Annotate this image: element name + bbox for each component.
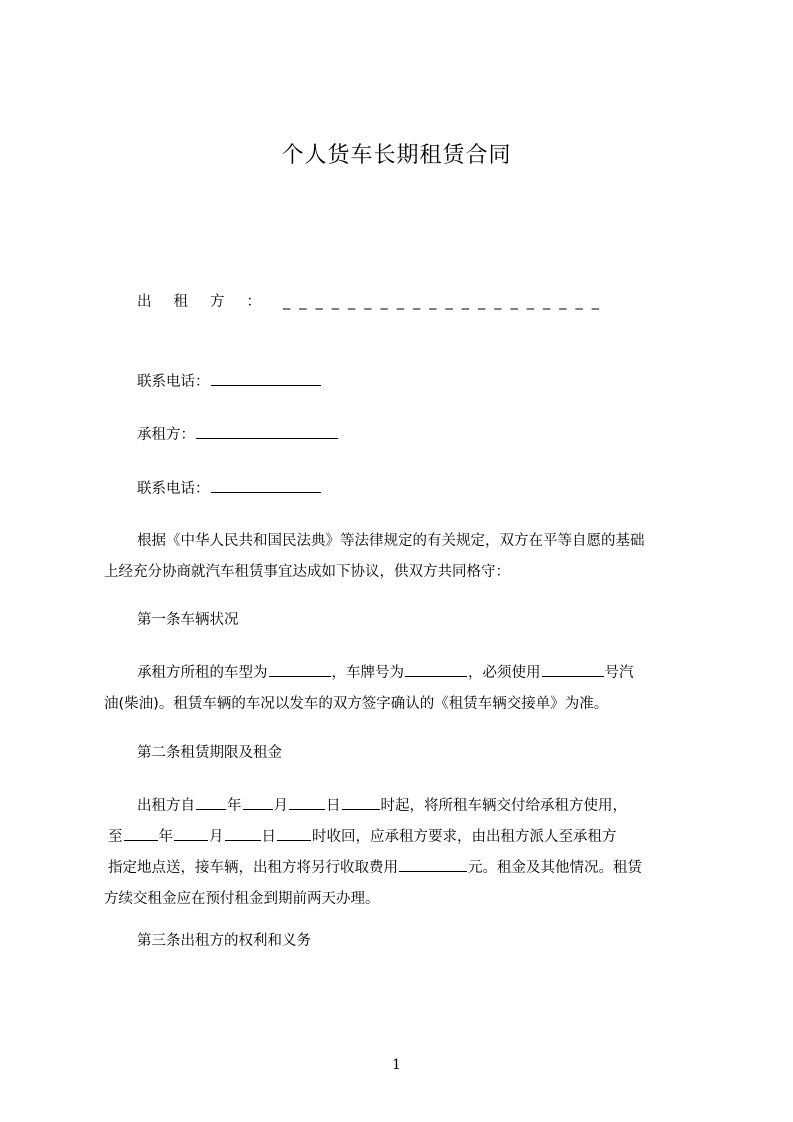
article-1-text-e: 油(柴油)。租赁车辆的车况以发车的双方签字确认的《租赁车辆交接单》为准。 [104, 696, 609, 712]
lessee-blank [196, 424, 338, 439]
lessee-label: 承租方： [137, 427, 195, 443]
lessee-phone-line [137, 478, 322, 499]
from-day-label: 日 [326, 798, 341, 814]
preamble-line-2: 上经充分协商就汽车租赁事宜达成如下协议，供双方共同格守： [104, 564, 510, 580]
lessee-phone-label: 联系电话： [137, 481, 210, 497]
article-3-heading: 第三条出租方的权利和义务 [137, 933, 311, 949]
article-1-text-a: 承租方所租的车型为 [137, 665, 268, 681]
to-year-label: 年 [158, 829, 173, 845]
from-month-label: 月 [273, 798, 288, 814]
to-month-blank [174, 826, 208, 841]
delivery-fee-blank [399, 857, 467, 872]
lessor-phone-label: 联系电话： [137, 374, 210, 390]
article-2-line-3b: 元。租金及其他情况。租赁 [468, 860, 642, 876]
article-2-paragraph [104, 791, 702, 915]
lessor-blank: ____________________ [283, 294, 608, 310]
to-day-blank [225, 826, 261, 841]
car-model-blank [269, 662, 331, 677]
preamble-paragraph [104, 526, 702, 588]
fuel-grade-blank [542, 662, 604, 677]
article-2-line-3a: 指定地点送，接车辆，出租方将另行收取费用 [108, 860, 398, 876]
from-day-blank [289, 795, 325, 810]
to-month-label: 月 [209, 829, 224, 845]
preamble-line-1: 根据《中华人民共和国民法典》等法律规定的有关规定，双方在平等自愿的基础 [137, 533, 645, 549]
from-tail: 时起，将所租车辆交付给承租方使用， [380, 798, 627, 814]
lessee-phone-blank [211, 478, 321, 493]
lessor-phone-line [137, 371, 322, 392]
article-2-heading: 第二条租赁期限及租金 [137, 745, 282, 761]
from-month-blank [243, 795, 273, 810]
article-1-text-c: ，必须使用 [468, 665, 541, 681]
document-title: 个人货车长期租赁合同 [281, 143, 512, 168]
from-year-label: 年 [227, 798, 242, 814]
lessee-line [137, 424, 339, 445]
to-year-blank [124, 826, 158, 841]
article-1-paragraph [104, 658, 702, 720]
plate-number-blank [405, 662, 467, 677]
from-label: 出租方自 [137, 798, 195, 814]
lessor-line [137, 292, 703, 312]
article-1-text-d: 号汽 [604, 665, 634, 681]
article-2-line-4: 方续交租金应在预付租金到期前两天办理。 [104, 891, 380, 907]
to-hour-blank [277, 826, 311, 841]
to-day-label: 日 [261, 829, 276, 845]
lessor-label: 出租方： [137, 294, 283, 310]
to-tail: 时收回，应承租方要求，由出租方派人至承租方 [312, 829, 617, 845]
from-year-blank [196, 795, 226, 810]
from-hour-blank [342, 795, 380, 810]
page-number: 1 [392, 1057, 401, 1073]
lessor-phone-blank [211, 371, 321, 386]
article-1-heading: 第一条车辆状况 [137, 612, 239, 628]
article-1-text-b: ，车牌号为 [331, 665, 404, 681]
to-label: 至 [108, 829, 123, 845]
